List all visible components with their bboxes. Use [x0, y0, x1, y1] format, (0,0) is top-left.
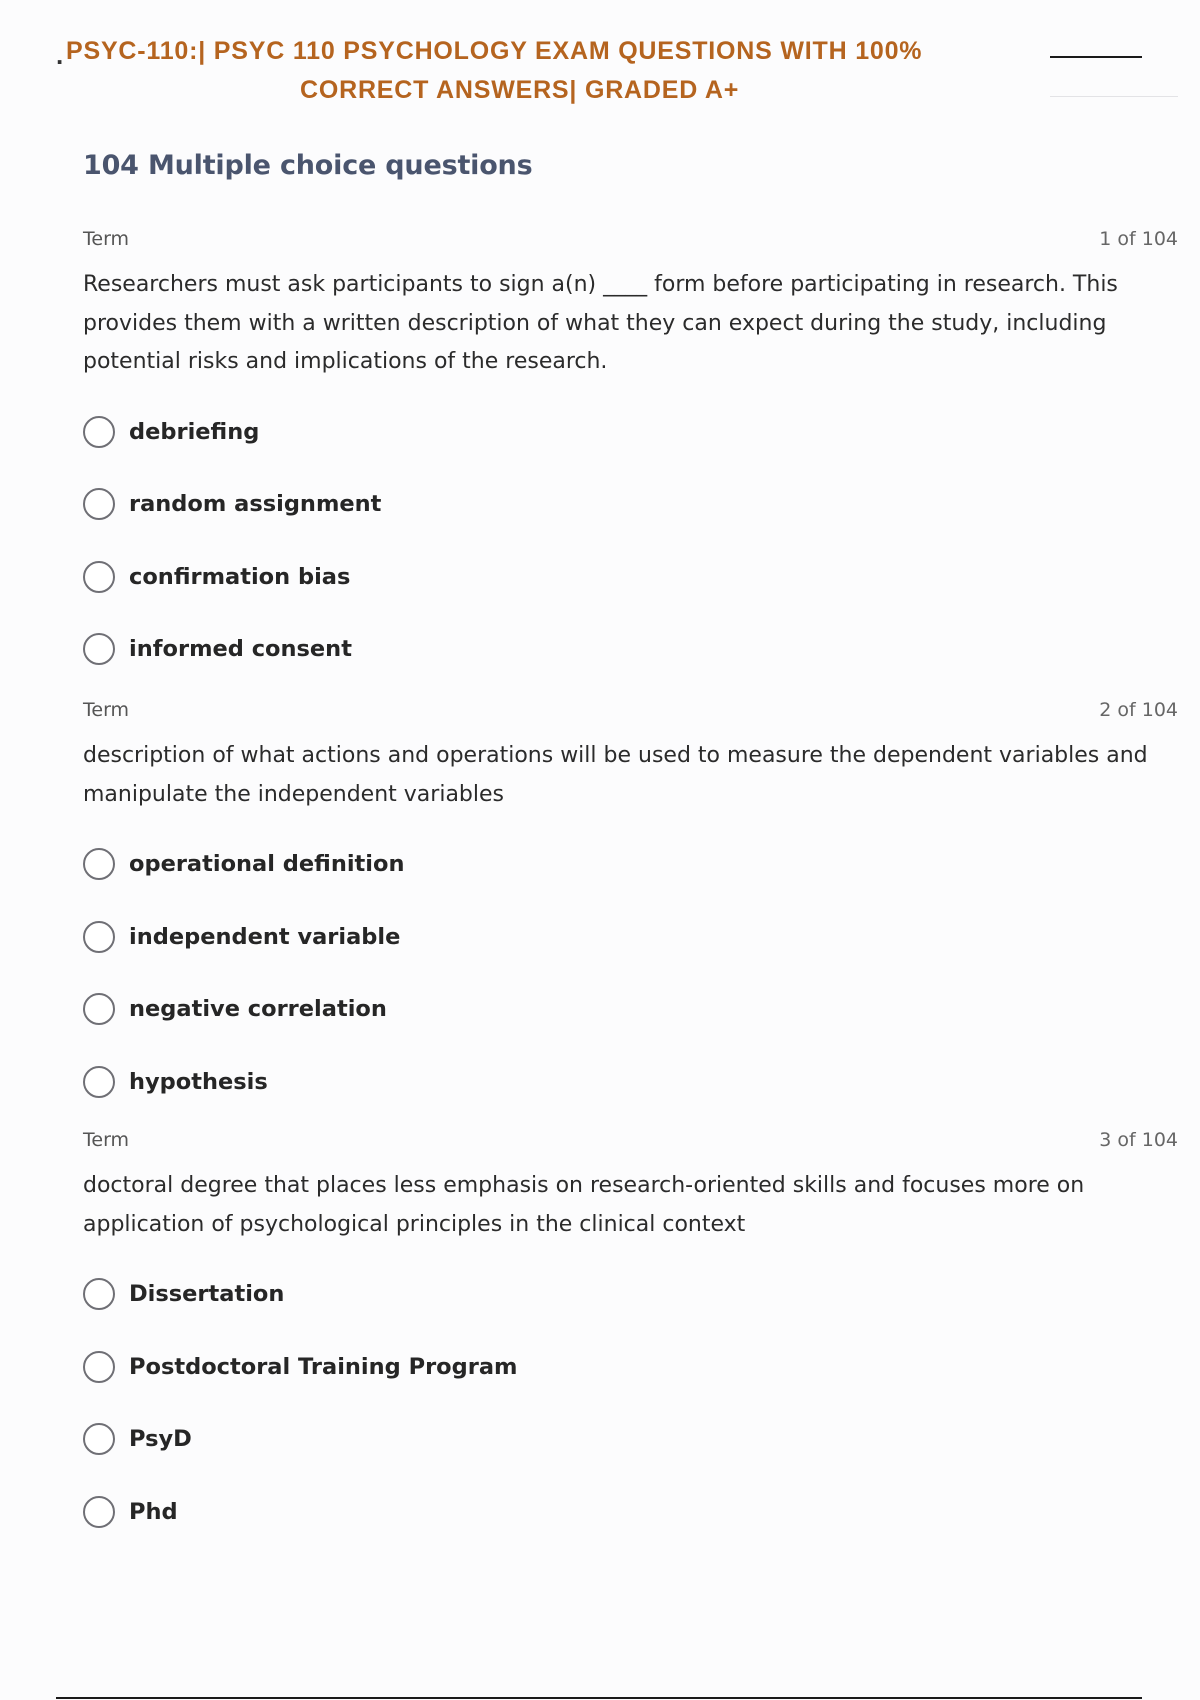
radio-button[interactable]: [83, 1496, 115, 1528]
radio-button[interactable]: [83, 921, 115, 953]
term-label: Term: [83, 228, 130, 250]
answer-option-label: confirmation bias: [129, 563, 351, 590]
radio-button[interactable]: [83, 488, 115, 520]
answer-option[interactable]: [83, 1403, 1178, 1476]
answer-option-label: random assignment: [129, 491, 382, 518]
answer-option-label: negative correlation: [129, 996, 387, 1023]
answer-option-label: Postdoctoral Training Program: [129, 1353, 518, 1380]
document-title-line-1: PSYC-110:| PSYC 110 PSYCHOLOGY EXAM QUESTIONS WITH 100%: [66, 37, 923, 65]
term-row: [83, 699, 1178, 725]
answer-option-label: Phd: [129, 1498, 178, 1525]
radio-button[interactable]: [83, 416, 115, 448]
radio-button[interactable]: [83, 633, 115, 665]
answer-option-label: hypothesis: [129, 1068, 268, 1095]
radio-button[interactable]: [83, 561, 115, 593]
answer-options: [83, 396, 1178, 686]
question-text: description of what actions and operations will be used to measure the dependent variables and manipulate the independent variables: [83, 743, 1148, 807]
term-row: [83, 1129, 1178, 1155]
answer-option[interactable]: [83, 973, 1178, 1046]
footer-rule: [56, 1697, 1142, 1699]
document-title-line-2: CORRECT ANSWERS| GRADED A+: [300, 76, 740, 104]
answer-option-label: independent variable: [129, 923, 401, 950]
answer-option-label: Dissertation: [129, 1281, 285, 1308]
question-2: [83, 699, 1178, 1118]
answer-option[interactable]: [83, 1046, 1178, 1119]
answer-option[interactable]: [83, 1331, 1178, 1404]
answer-option[interactable]: [83, 1476, 1178, 1549]
question-1: [83, 228, 1178, 686]
answer-option-label: informed consent: [129, 636, 352, 663]
question-3: [83, 1129, 1178, 1548]
term-row: [83, 228, 1178, 254]
question-counter: 3 of 104: [1099, 1129, 1178, 1151]
answer-options: [83, 828, 1178, 1118]
answer-option[interactable]: [83, 541, 1178, 614]
radio-button[interactable]: [83, 1351, 115, 1383]
answer-option[interactable]: [83, 396, 1178, 469]
term-label: Term: [83, 699, 130, 721]
header-rule: [1050, 56, 1142, 58]
term-label: Term: [83, 1129, 130, 1151]
question-text: doctoral degree that places less emphasis on research-oriented skills and focuses more on application of psychological principles in the clinical context: [83, 1173, 1085, 1237]
answer-option[interactable]: [83, 901, 1178, 974]
answer-option-label: debriefing: [129, 418, 260, 445]
answer-option-label: operational definition: [129, 851, 405, 878]
header-dot: .: [56, 40, 64, 70]
radio-button[interactable]: [83, 1278, 115, 1310]
answer-option[interactable]: [83, 828, 1178, 901]
radio-button[interactable]: [83, 848, 115, 880]
answer-option[interactable]: [83, 1258, 1178, 1331]
header-rule-faint: [1050, 96, 1178, 97]
answer-option-label: PsyD: [129, 1426, 192, 1453]
document-title: [66, 32, 1026, 110]
answer-option[interactable]: [83, 613, 1178, 686]
radio-button[interactable]: [83, 1423, 115, 1455]
radio-button[interactable]: [83, 993, 115, 1025]
question-counter: 1 of 104: [1099, 228, 1178, 250]
answer-option[interactable]: [83, 468, 1178, 541]
section-heading: 104 Multiple choice questions: [83, 150, 533, 181]
answer-options: [83, 1258, 1178, 1548]
question-counter: 2 of 104: [1099, 699, 1178, 721]
radio-button[interactable]: [83, 1066, 115, 1098]
question-text: Researchers must ask participants to sign a(n) ____ form before participating in research. This provides them with a written description of what they can expect during the study, including potential risks and implications of the research.: [83, 272, 1118, 374]
